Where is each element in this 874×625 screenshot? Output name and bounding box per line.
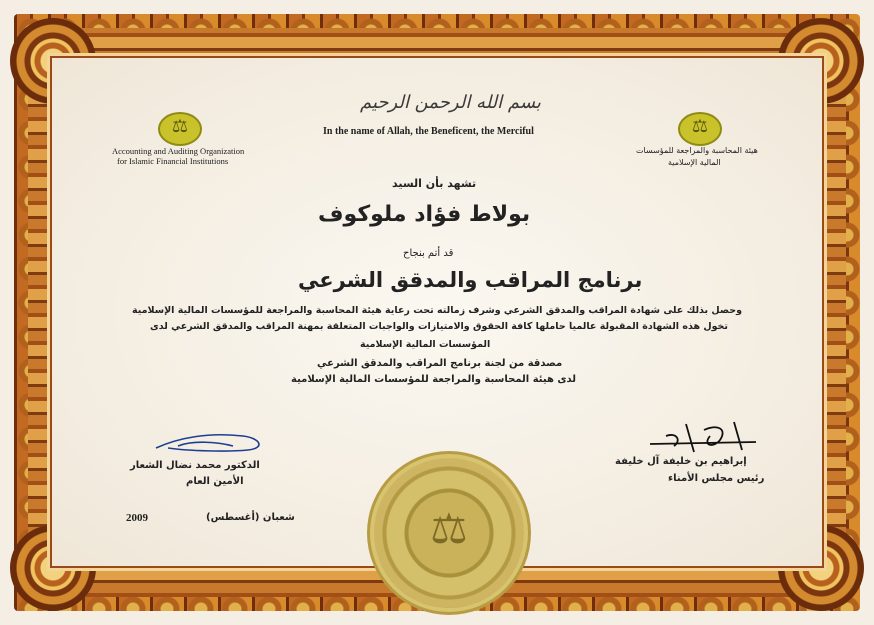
certify-intro: تشهد بأن السيد bbox=[392, 177, 477, 190]
gold-seal-icon bbox=[374, 458, 524, 608]
program-name: برنامج المراقب والمدقق الشرعي bbox=[298, 268, 643, 292]
date-arabic: شعبان (أغسطس) bbox=[206, 512, 295, 523]
right-signature bbox=[646, 414, 766, 458]
left-signature bbox=[148, 418, 268, 460]
org-name-arabic-line1: هيئة المحاسبة والمراجعة للمؤسسات bbox=[636, 146, 758, 155]
bismillah-arabic: بسم الله الرحمن الرحيم bbox=[360, 92, 541, 113]
signer-right-name: إبراهيم بن خليفة آل خليفة bbox=[615, 456, 747, 467]
body-line-1: وحصل بذلك على شهادة المراقب والمدقق الشرعي وشرف زمالته تحت رعاية هيئة المحاسبة والمراجعة للمؤسسات المالية الإسلامية bbox=[132, 305, 742, 316]
signer-left-title: الأمين العام bbox=[186, 476, 244, 487]
org-name-english-line1: Accounting and Auditing Organization bbox=[112, 146, 245, 156]
signer-right-title: رئيس مجلس الأمناء bbox=[668, 473, 765, 484]
body-line-3: المؤسسات المالية الإسلامية bbox=[360, 339, 491, 350]
aaoifi-scales-logo-icon bbox=[678, 112, 722, 146]
body-line-5: لدى هيئة المحاسبة والمراجعة للمؤسسات المالية الإسلامية bbox=[291, 374, 577, 385]
body-line-2: تخول هذه الشهادة المقبولة عالمياً حاملها كافة الحقوق والامتيازات والواجبات المتعلقة بمهنة المراقب والمدقق الشرعي لدى bbox=[150, 321, 728, 332]
recipient-name: بولاط فؤاد ملوكوف bbox=[318, 202, 531, 227]
completed-text: قد أتم بنجاح bbox=[403, 248, 454, 259]
org-name-english-line2: for Islamic Financial Institutions bbox=[117, 156, 229, 166]
bismillah-english: In the name of Allah, the Beneficent, the Merciful bbox=[323, 126, 534, 137]
aaoifi-scales-logo-icon bbox=[158, 112, 202, 146]
body-line-4: مصدقة من لجنة برنامج المراقب والمدقق الشرعي bbox=[317, 358, 563, 369]
date-year: 2009 bbox=[126, 512, 148, 524]
org-name-arabic-line2: المالية الإسلامية bbox=[668, 158, 721, 167]
signer-left-name: الدكتور محمد نضال الشعار bbox=[130, 460, 260, 471]
